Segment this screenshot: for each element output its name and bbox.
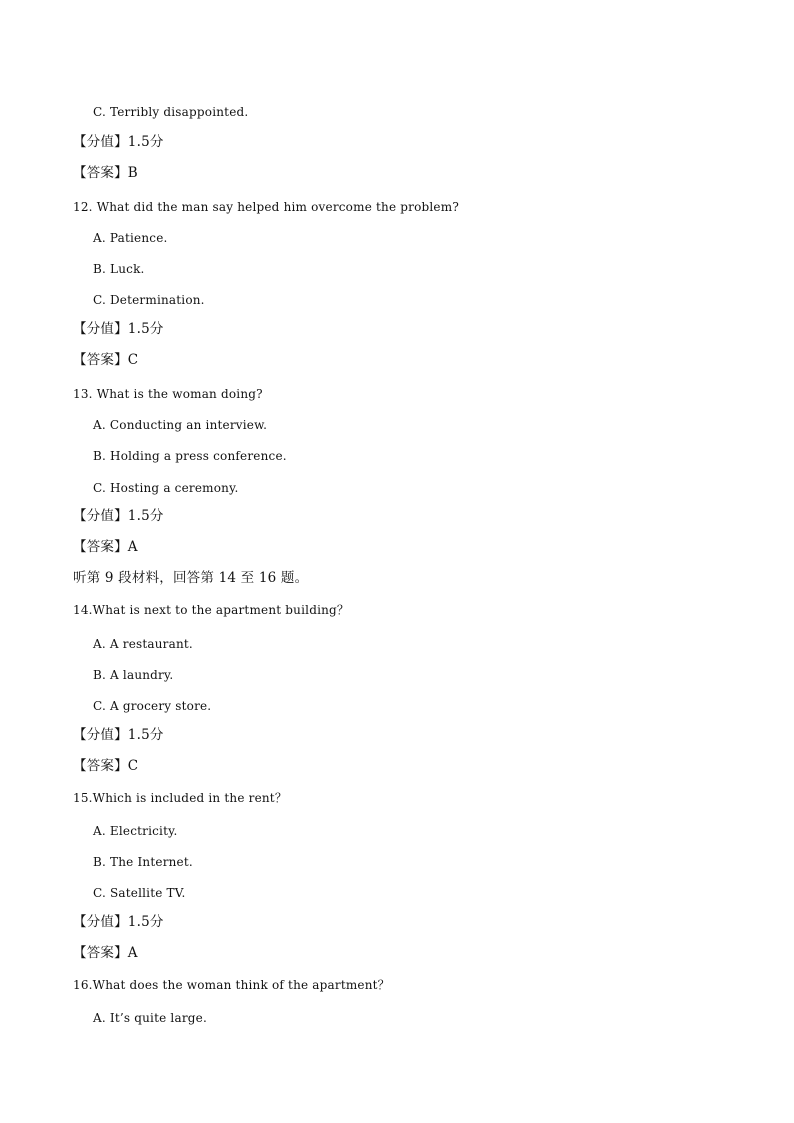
answer-13: 【答案】A	[73, 539, 138, 555]
question-14: 14.What is next to the apartment building？	[73, 603, 350, 617]
option-12c: C. Determination.	[93, 293, 205, 307]
answer-15: 【答案】A	[73, 945, 138, 961]
option-15b: B. The Internet.	[93, 855, 193, 869]
option-12a: A. Patience.	[93, 231, 168, 245]
option-12b: B. Luck.	[93, 262, 145, 276]
question-13: 13. What is the woman doing?	[73, 387, 263, 401]
score-14: 【分值】1.5分	[73, 727, 164, 743]
answer-12: 【答案】C	[73, 352, 139, 368]
answer-14: 【答案】C	[73, 758, 139, 774]
option-14a: A. A restaurant.	[93, 637, 193, 651]
question-12: 12. What did the man say helped him overcome the problem?	[73, 200, 459, 214]
question-16: 16.What does the woman think of the apartment？	[73, 978, 390, 992]
section-instruction: 听第 9 段材料，回答第 14 至 16 题。	[73, 570, 309, 586]
score-13: 【分值】1.5分	[73, 508, 164, 524]
option-14c: C. A grocery store.	[93, 699, 212, 713]
option-13a: A. Conducting an interview.	[93, 418, 268, 432]
score-15: 【分值】1.5分	[73, 914, 164, 930]
option-14b: B. A laundry.	[93, 668, 174, 682]
option-16a: A. It’s quite large.	[93, 1011, 207, 1025]
option-13b: B. Holding a press conference.	[93, 449, 287, 463]
option-15c: C. Satellite TV.	[93, 886, 186, 900]
option-11c: C. Terribly disappointed.	[93, 105, 249, 119]
question-15: 15.Which is included in the rent？	[73, 791, 288, 805]
answer-11: 【答案】B	[73, 165, 138, 181]
option-13c: C. Hosting a ceremony.	[93, 481, 239, 495]
option-15a: A. Electricity.	[93, 824, 178, 838]
score-11: 【分值】1.5分	[73, 134, 164, 150]
score-12: 【分值】1.5分	[73, 321, 164, 337]
